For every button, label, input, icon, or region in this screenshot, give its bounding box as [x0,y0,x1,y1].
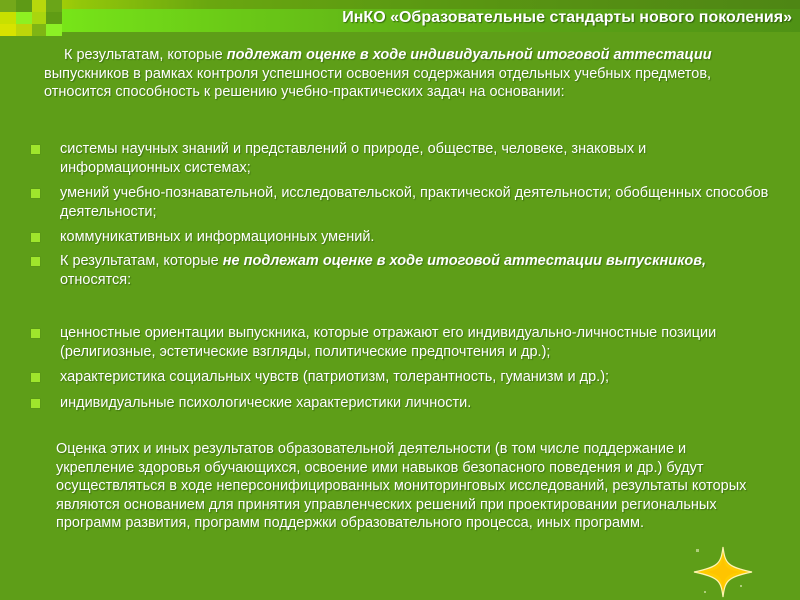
bullet-square-icon [31,399,40,408]
list-item [30,228,770,247]
list-item-label: коммуникативных и информационных умений. [60,229,375,245]
final-paragraph: Оценка этих и иных результатов образовательной деятельности (в том числе поддержание и укрепление здоровья обучающихся, освоение ими навыков безопасного поведения и др.) будут осуществляться в ходе неперсонифицированных мониторинговых исследований, результаты которых являются основанием для принятия управленческих решений при проектировании региональных программ развития, программ поддержки образовательного процесса, иных программ. [56,441,747,531]
sparkle-dot-icon [696,549,699,552]
sparkle-dot-icon [704,591,706,593]
star-svg [692,545,754,599]
list-item [30,252,770,289]
not-assessed-emphasis: не подлежат оценке в ходе итоговой аттестации выпускников, [222,253,707,269]
checker-square [32,24,46,36]
list-item-label: ценностные ориентации выпускника, которые отражают его индивидуально-личностные позиции (религиозные, эстетические взгляды, политические предпочтения и др.); [60,325,717,360]
four-pointed-star-icon [692,545,754,599]
bullet-square-icon [31,189,40,198]
intro-paragraph [44,46,760,102]
intro-emphasis: подлежат оценке в ходе индивидуальной итоговой аттестации [226,47,712,63]
list-item-label: характеристика социальных чувств (патриотизм, толерантность, гуманизм и др.); [60,369,610,385]
list-item [30,324,770,361]
slide-content [0,36,800,600]
checkerboard-logo [0,0,62,36]
slide-title: ИнКО «Образовательные стандарты нового поколения» [342,9,792,26]
list-item-label: системы научных знаний и представлений о природе, обществе, человеке, знаковых и информационных системах; [60,141,647,176]
bullet-square-icon [31,145,40,154]
list-not-assessed [30,324,770,412]
bullet-square-icon [31,329,40,338]
list-item-label: индивидуальные психологические характеристики личности. [60,394,472,411]
checker-square [16,0,32,12]
checker-square [0,12,16,24]
checker-square [46,12,62,24]
checker-square [32,12,46,24]
checker-square [16,24,32,36]
bullet-square-icon [31,257,40,266]
bullet-square-icon [31,233,40,242]
checker-square [32,0,46,12]
list-item-label: умений учебно-познавательной, исследовательской, практической деятельности; обобщенных способов деятельности; [60,185,769,220]
checker-square [46,0,62,12]
not-assessed-lead [30,252,770,289]
list-item [30,184,770,221]
intro-lead: К результатам, которые [64,47,227,63]
checker-square [16,12,32,24]
list-item [30,368,770,387]
checker-square [0,0,16,12]
intro-tail: выпускников в рамках контроля успешности освоения содержания отдельных учебных предметов, относится способность к решению учебно-практических задач на основании: [44,65,712,100]
list-assessed [30,140,770,247]
sparkle-dot-icon [740,585,742,587]
list-item [30,394,770,413]
bullet-square-icon [31,373,40,382]
not-assessed-lead-text: К результатам, которые [60,253,223,269]
list-item [30,140,770,177]
not-assessed-tail: относятся: [60,271,132,288]
checker-square [0,24,16,36]
checker-square [46,24,62,36]
